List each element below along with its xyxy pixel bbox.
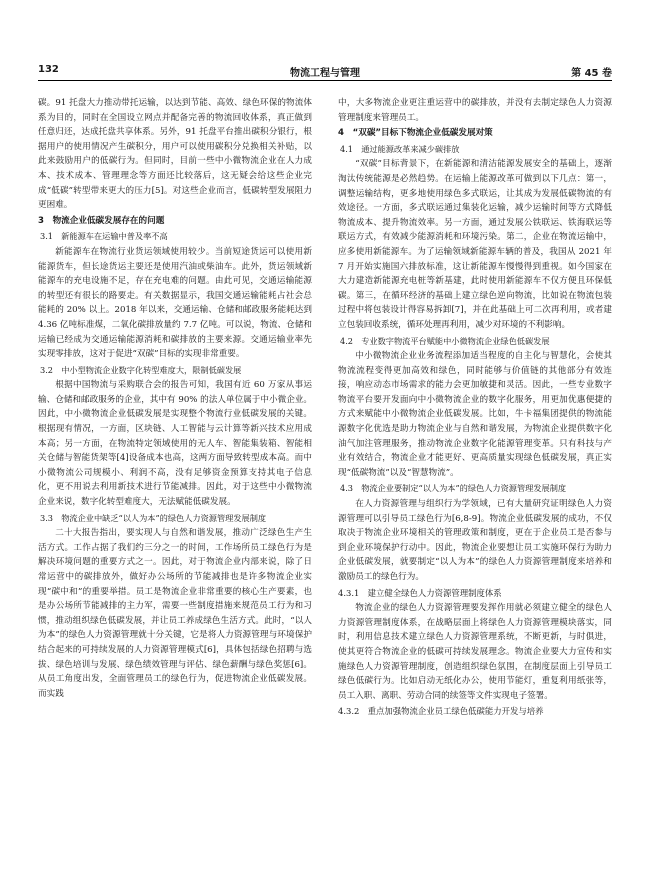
volume-label: 第 45 卷 xyxy=(571,68,612,79)
subsection-heading: 3.1 新能源车在运输中普及率不高 xyxy=(40,231,168,242)
paragraph: 碳。91 托盘大力推动带托运输，以达到节能、高效、绿色环保的物流体系为目的，同时在全国设立网点并配备完善的物流回收体系，真正做到任意归还，达成托盘共享体系。另外，91 托盘平台推出碳积分银行，根据用户的使用情况产生碳积分，用户可以使用碳积分兑换相关补贴，以此来鼓励用户的低碳行为。但同时，目前一些中小微物流企业在人力成本、技术成本、管理理念等方面还比较落后，这无疑会给这些企业完成“低碳”转型带来更大的压力[5]。对这些企业而言，低碳转型发展阻力更困难。 xyxy=(38,98,312,211)
paragraph: 在人力资源管理与组织行为学领域，已有大量研究证明绿色人力资源管理可以引导员工绿色行为[6,8-9]。物流企业低碳发展的成功，不仅取决于物流企业环境相关的管理政策和制度，更在于企业员工是否参与到企业环境保护行动中。因此，物流企业要想让员工实施环保行为助力企业低碳发展，就要制定“以人为本”的绿色人力资源管理制度来培养和激励员工的绿色行为。 xyxy=(338,499,612,582)
page-number: 132 xyxy=(38,64,59,75)
paragraph: 二十大报告指出，要实现人与自然和谐发展，推动广泛绿色生产生活方式。工作占据了我们约三分之一的时间，工作场所员工绿色行为是解决环境问题的重要方式之一。因此，对于物流企业内部来说，除了日常运营中的碳排放外，做好办公场所的节能减排也是许多物流企业实现“碳中和”的重要举措。员工是物流企业非常重要的核心生产要素，也是办公场所节能减排的主力军，需要一些制度措施来规范员工行为和习惯，推动组织绿色低碳发展，并让员工养成绿色生活方式。此时，“以人为本”的绿色人力资源管理就十分关键，它是将人力资源管理与环境保护结合起来的可持续发展的人力资源管理模式[6]，具体包括绿色招聘与选拔、绿色培训与发展、绿色绩效管理与评估、绿色薪酬与绿色奖惩[6]。从员工角度出发，全面管理员工的绿色行为，促进物流企业低碳发展。而实践 xyxy=(38,528,312,699)
left-column xyxy=(38,96,312,701)
paragraph: 根据中国物流与采购联合会的报告可知，我国有近 60 万家从事运输、仓储和邮政服务的企业，其中有 90% 的法人单位属于中小微企业。因此，中小微物流企业低碳发展是实现整个物流行业低碳发展的关键。根据现有情况，一方面，区块链、人工智能与云计算等新兴技术应用成本高；另一方面，在物流特定领域使用的无人车、智能集装箱、智能相关仓储与智能货架等[4]设备成本也高，这两方面导致转型成本高。而中小微物流公司规模小、利润不高，没有足够资金预算支持其电子信息化，更不用说去利用新技术进行节能减排。因此，对于这些中小微物流企业来说，数字化转型难度大，无法赋能低碳发展。 xyxy=(38,380,312,508)
paragraph: “双碳”目标背景下，在新能源和清洁能源发展安全的基础上，逐渐淘汰传统能源是必然趋势。在运输上能源改革可做到以下几点：第一，调整运输结构，更多地使用绿色多式联运，让其成为发展低碳物流的有效途径。一方面，多式联运通过集装化运输，减少运输时间等方式降低物流成本、提升物流效率。另一方面，通过发展公铁联运、铁海联运等联运方式，有效减少能源消耗和环境污染。第二，企业在物流运输中，应多使用新能源车。为了运输领域新能源车辆的普及，我国从 2021 年 7 月开始实施国六排放标准，这让新能源车慢慢得到重视。如今国家在大力建造新能源充电桩等新基建，此时使用新能源车不仅方便且环保低碳。第三，在循环经济的基础上建立绿色逆向物流，比如说在物流包装过程中将包装设计得容易拆卸[7]，并在此基础上可二次再利用，或者建立包装回收系统，循环处理再利用，减少对环境的不利影响。 xyxy=(338,159,612,330)
section-heading: 3 物流企业低碳发展存在的问题 xyxy=(38,215,165,226)
subsection-heading: 4.2 专业数字物流平台赋能中小微物流企业绿色低碳发展 xyxy=(340,335,550,346)
subsubsection-heading: 4.3.2 重点加强物流企业员工绿色低碳能力开发与培养 xyxy=(338,706,544,717)
subsection-heading: 3.2 中小型物流企业数字化转型难度大，限制低碳发展 xyxy=(40,364,242,375)
paragraph: 物流企业的绿色人力资源管理要发挥作用就必须建立健全的绿色人力资源管理制度体系，在战略层面上将绿色人力资源管理模块落实，同时，利用信息技术建立绿色人力资源管理系统，不断更新，与时俱进，使其更符合物流企业的低碳可持续发展理念。物流企业要大力宣传和实施绿色人力资源管理制度，创造组织绿色氛围，在制度层面上引导员工绿色低碳行为。比如启动无纸化办公，使用节能灯，重复利用纸张等，员工入职、离职、劳动合同的续签等文件实现电子签署。 xyxy=(338,603,612,701)
paragraph: 新能源车在物流行业货运领域使用较少。当前短途货运可以使用新能源货车，但长途货运主要还是使用汽油或柴油车。此外，货运领域新能源车的充电设施不足，存在充电难的问题。由此可见，交通运输能源的转型还有很长的路要走。有关数据显示，我国交通运输能耗占社会总能耗的 20% 以上。2018 年以来，交通运输、仓储和邮政服务能耗达到 4.36 亿吨标准煤，二氧化碳排放量约 7.7 亿吨。可以说，物流、仓储和运输已经成为交通运输能源消耗和碳排放的主要来源。交通运输业率先实现零排放，这对于促进“双碳”目标的实现非常重要。 xyxy=(38,246,312,360)
subsubsection-heading: 4.3.1 建立健全绿色人力资源管理制度体系 xyxy=(338,587,502,598)
right-column xyxy=(338,96,612,720)
running-header xyxy=(38,62,612,81)
paragraph: 中小微物流企业业务流程添加适当程度的自主化与智慧化，会使其物流流程变得更加高效和绿色，同时能够与价值链的其他部分有效连接，响应动态市场需求的能力会更加敏捷和灵活。因此，一些专业数字物流平台要开发面向中小微物流企业的数字化服务，用更加优惠便捷的方式来赋能中小微物流企业低碳发展。比如，牛卡福集团提供的物流能源数字化优选是助力物流企业与自然和谐发展，为物流企业提供数字化油气加注管理服务，推动物流企业数字化能源管理变革。只有科技与产业有效结合，物流企业才能更好、更高质量实现绿色低碳发展，真正实现“低碳物流”以及“智慧物流”。 xyxy=(338,351,612,478)
section-heading: 4 “双碳”目标下物流企业低碳发展对策 xyxy=(338,128,493,139)
paragraph: 中，大多物流企业更注重运营中的碳排放，并没有去制定绿色人力资源管理制度来管理员工。 xyxy=(338,98,612,123)
subsection-heading: 3.3 物流企业中缺乏“以人为本”的绿色人力资源管理发展制度 xyxy=(40,512,267,523)
subsection-heading: 4.1 通过能源改革来减少碳排放 xyxy=(340,143,460,154)
journal-title: 物流工程与管理 xyxy=(290,68,360,79)
subsection-heading: 4.3 物流企业要制定“以人为本”的绿色人力资源管理发展制度 xyxy=(340,483,567,494)
